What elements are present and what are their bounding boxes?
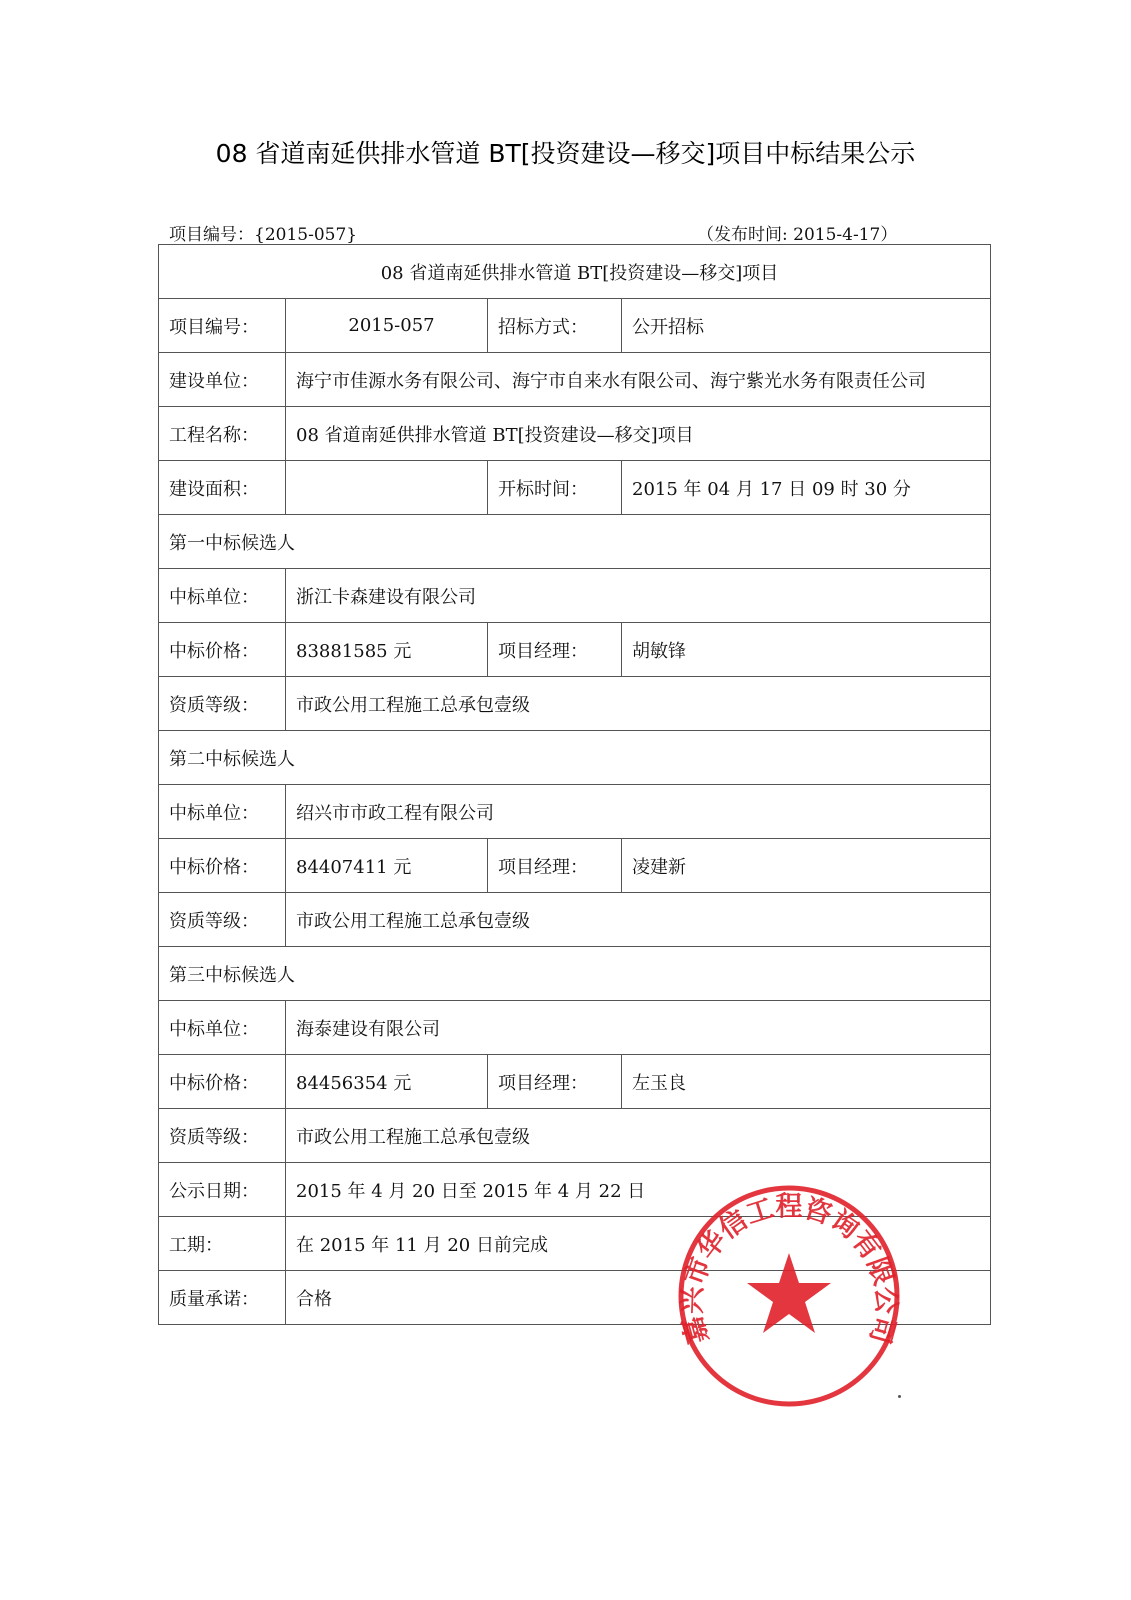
candidate-3-price-value: 84456354 元 xyxy=(286,1055,488,1109)
candidate-2-manager-value: 凌建新 xyxy=(622,839,991,893)
candidate-1-unit-value: 浙江卡森建设有限公司 xyxy=(286,569,991,623)
candidate-3-unit-label: 中标单位： xyxy=(159,1001,286,1055)
candidate-3-price-label: 中标价格： xyxy=(159,1055,286,1109)
table-row xyxy=(159,515,991,569)
candidate-1-section: 第一中标候选人 xyxy=(159,515,991,569)
candidate-3-manager-label: 项目经理： xyxy=(488,1055,622,1109)
builder-value: 海宁市佳源水务有限公司、海宁市自来水有限公司、海宁紫光水务有限责任公司 xyxy=(286,353,991,407)
project-name-label: 工程名称： xyxy=(159,407,286,461)
candidate-2-unit-label: 中标单位： xyxy=(159,785,286,839)
quality-label: 质量承诺： xyxy=(159,1271,286,1325)
candidate-2-price-label: 中标价格： xyxy=(159,839,286,893)
candidate-2-manager-label: 项目经理： xyxy=(488,839,622,893)
table-row xyxy=(159,785,991,839)
table-row xyxy=(159,839,991,893)
stray-mark xyxy=(898,1395,901,1398)
candidate-1-qual-label: 资质等级： xyxy=(159,677,286,731)
bid-result-table xyxy=(158,244,991,1325)
bid-method-label: 招标方式： xyxy=(488,299,622,353)
duration-value: 在 2015 年 11 月 20 日前完成 xyxy=(286,1217,991,1271)
candidate-1-price-value: 83881585 元 xyxy=(286,623,488,677)
table-row xyxy=(159,1001,991,1055)
project-number-line: 项目编号：{2015-057} xyxy=(169,225,358,245)
open-time-label: 开标时间： xyxy=(488,461,622,515)
candidate-3-unit-value: 海泰建设有限公司 xyxy=(286,1001,991,1055)
candidate-2-qual-label: 资质等级： xyxy=(159,893,286,947)
area-value xyxy=(286,461,488,515)
table-row xyxy=(159,353,991,407)
candidate-3-qual-value: 市政公用工程施工总承包壹级 xyxy=(286,1109,991,1163)
table-row xyxy=(159,1217,991,1271)
candidate-3-section: 第三中标候选人 xyxy=(159,947,991,1001)
candidate-3-qual-label: 资质等级： xyxy=(159,1109,286,1163)
table-row xyxy=(159,947,991,1001)
page-title: 08 省道南延供排水管道 BT[投资建设—移交]项目中标结果公示 xyxy=(215,139,916,168)
table-row xyxy=(159,1163,991,1217)
table-header-row xyxy=(159,245,991,299)
builder-label: 建设单位： xyxy=(159,353,286,407)
table-header: 08 省道南延供排水管道 BT[投资建设—移交]项目 xyxy=(159,245,991,299)
candidate-1-qual-value: 市政公用工程施工总承包壹级 xyxy=(286,677,991,731)
duration-label: 工期： xyxy=(159,1217,286,1271)
bid-method-value: 公开招标 xyxy=(622,299,991,353)
candidate-1-manager-label: 项目经理： xyxy=(488,623,622,677)
table-row xyxy=(159,299,991,353)
table-row xyxy=(159,677,991,731)
table-row xyxy=(159,1109,991,1163)
publish-date-line: （发布时间: 2015-4-17） xyxy=(697,225,898,245)
seal-text: 嘉兴市华信工程咨询有限公司 xyxy=(676,1191,902,1348)
table-row xyxy=(159,893,991,947)
table-row xyxy=(159,1271,991,1325)
candidate-2-price-value: 84407411 元 xyxy=(286,839,488,893)
table-row xyxy=(159,407,991,461)
project-no-value: 2015-057 xyxy=(286,299,488,353)
quality-value: 合格 xyxy=(286,1271,991,1325)
publicity-value: 2015 年 4 月 20 日至 2015 年 4 月 22 日 xyxy=(286,1163,991,1217)
table-row xyxy=(159,731,991,785)
area-label: 建设面积： xyxy=(159,461,286,515)
candidate-2-unit-value: 绍兴市市政工程有限公司 xyxy=(286,785,991,839)
project-no-label: 项目编号： xyxy=(159,299,286,353)
table-row xyxy=(159,461,991,515)
candidate-2-section: 第二中标候选人 xyxy=(159,731,991,785)
table-row xyxy=(159,1055,991,1109)
open-time-value: 2015 年 04 月 17 日 09 时 30 分 xyxy=(622,461,991,515)
publicity-label: 公示日期： xyxy=(159,1163,286,1217)
candidate-2-qual-value: 市政公用工程施工总承包壹级 xyxy=(286,893,991,947)
table-row xyxy=(159,623,991,677)
candidate-1-price-label: 中标价格： xyxy=(159,623,286,677)
candidate-1-unit-label: 中标单位： xyxy=(159,569,286,623)
candidate-3-manager-value: 左玉良 xyxy=(622,1055,991,1109)
table-row xyxy=(159,569,991,623)
project-name-value: 08 省道南延供排水管道 BT[投资建设—移交]项目 xyxy=(286,407,991,461)
candidate-1-manager-value: 胡敏锋 xyxy=(622,623,991,677)
